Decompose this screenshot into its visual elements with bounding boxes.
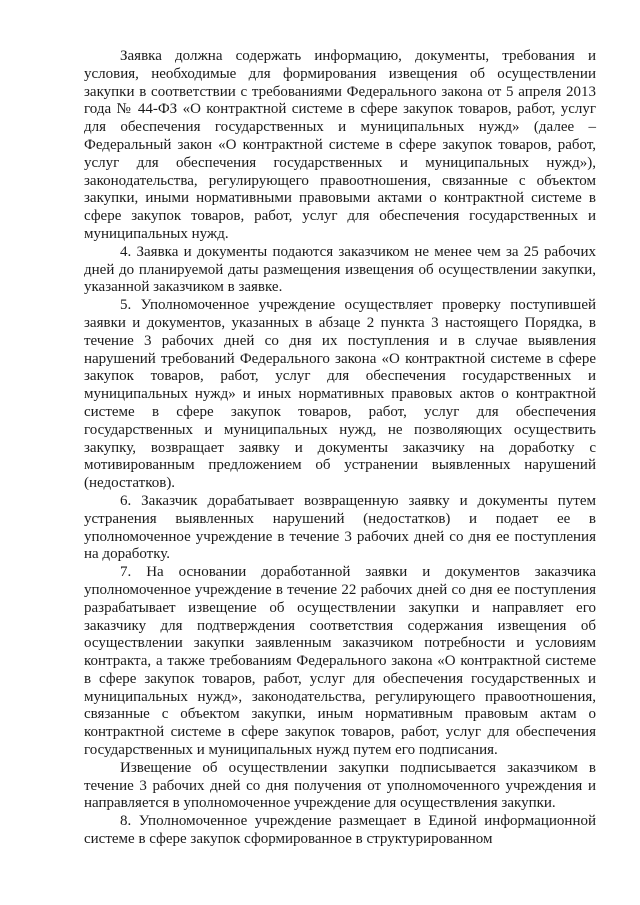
paragraph-notice-signing: Извещение об осуществлении закупки подписывается заказчиком в течение 3 рабочих дней со дня получения от уполномоченного учреждения и направляется в уполномоченное учреждение для осуществления закупки. <box>84 759 596 812</box>
paragraph-item-4: 4. Заявка и документы подаются заказчиком не менее чем за 25 рабочих дней до планируемой даты размещения извещения об осуществлении закупки, указанной заказчиком в заявке. <box>84 243 596 296</box>
paragraph-application-contents: Заявка должна содержать информацию, документы, требования и условия, необходимые для формирования извещения об осуществлении закупки в соответствии с требованиями Федерального закона от 5 апреля 2013 года № 44-ФЗ «О контрактной системе в сфере закупок товаров, работ, услуг для обеспечения государственных и муниципальных нужд» (далее – Федеральный закон «О контрактной системе в сфере закупок товаров, работ, услуг для обеспечения государственных и муниципальных нужд»), законодательства, регулирующего правоотношения, связанные с объектом закупки, иными нормативными правовыми актами о контрактной системе в сфере закупок товаров, работ, услуг для обеспечения государственных и муниципальных нужд. <box>84 48 596 242</box>
paragraph-item-6: 6. Заказчик дорабатывает возвращенную заявку и документы путем устранения выявленных нарушений (недостатков) и подает ее в уполномоченное учреждение в течение 3 рабочих дней со дня ее поступления на доработку. <box>84 492 596 563</box>
paragraph-item-7: 7. На основании доработанной заявки и документов заказчика уполномоченное учреждение в течение 22 рабочих дней со дня ее поступления разрабатывает извещение об осуществлении закупки и направляет его заказчику для подтверждения соответствия содержания извещения об осуществлении закупки заявленным заказчиком потребности и условиям контракта, а также требованиям Федерального закона «О контрактной системе в сфере закупок товаров, работ, услуг для обеспечения государственных и муниципальных нужд», законодательства, регулирующего правоотношения, связанные с объектом закупки, иным нормативным правовым актам о контрактной системе в сфере закупок товаров, работ, услуг для обеспечения государственных и муниципальных нужд путем его подписания. <box>84 564 596 759</box>
document-body <box>84 48 596 849</box>
paragraph-item-8: 8. Уполномоченное учреждение размещает в Единой информационной системе в сфере закупок сформированное в структурированном <box>84 813 596 848</box>
paragraph-item-5: 5. Уполномоченное учреждение осуществляет проверку поступившей заявки и документов, указанных в абзаце 2 пункта 3 настоящего Порядка, в течение 3 рабочих дней со дня их поступления и в случае выявления нарушений требований Федерального закона «О контрактной системе в сфере закупок товаров, работ, услуг для обеспечения государственных и муниципальных нужд» и иных нормативных правовых актов о контрактной системе в сфере закупок товаров, работ, услуг для обеспечения государственных и муниципальных нужд, не позволяющих осуществить закупку, возвращает заявку и документы заказчику на доработку с мотивированным предложением об устранении выявленных нарушений (недостатков). <box>84 297 596 492</box>
